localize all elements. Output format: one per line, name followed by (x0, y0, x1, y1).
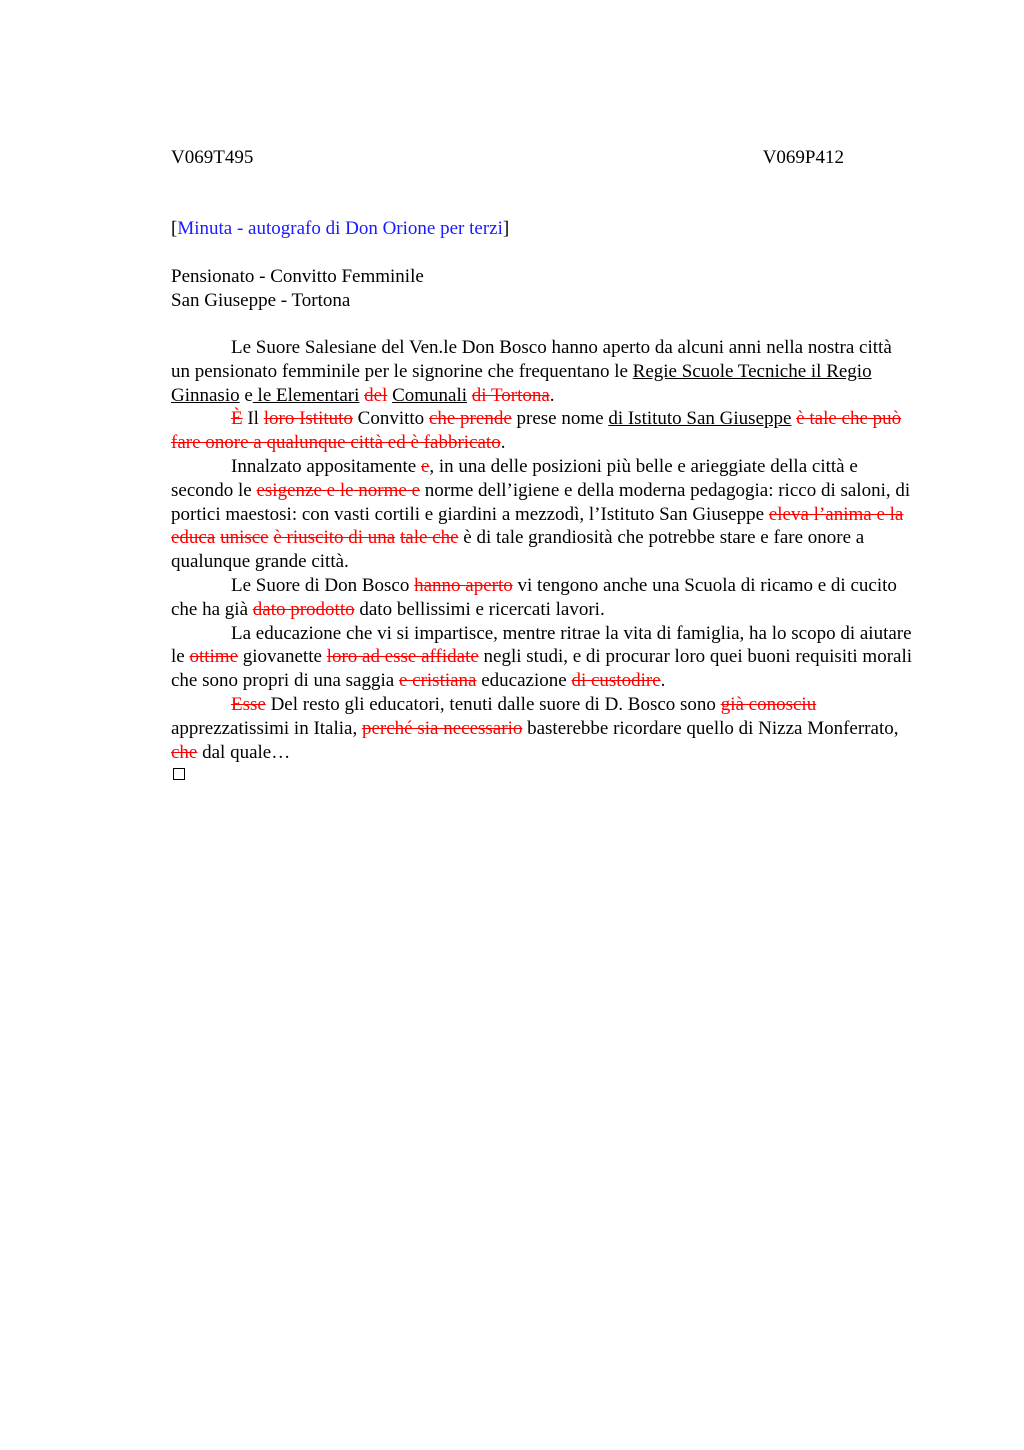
deleted-text: È (231, 408, 243, 430)
page-header (171, 146, 844, 170)
deleted-text: già conosciu (720, 693, 817, 715)
deleted-text: loro ad esse affidate (326, 646, 479, 668)
deleted-text: tale che (400, 527, 459, 549)
text-run: prese nome (511, 408, 609, 430)
checkbox-square-icon (173, 768, 185, 780)
underlined-text: di Istituto San Giuseppe (608, 408, 792, 430)
deleted-text: è tale che può fare onore a qualunque città ed è fabbricato (171, 408, 902, 454)
heading-line-2: San Giuseppe - Tortona (171, 290, 351, 311)
text-run: dato bellissimi e ricercati lavori. (354, 598, 605, 620)
underlined-text: Regie Scuole Tecniche il Regio Ginnasio (171, 360, 872, 406)
note-bracket-open: [ (171, 218, 178, 239)
deleted-text: Esse (231, 693, 266, 715)
text-run: educazione (476, 670, 572, 692)
deleted-text: del (364, 384, 388, 406)
document-code-right: V069P412 (762, 147, 844, 168)
paragraph (171, 407, 915, 455)
deleted-text: eleva l’anima e la educa (171, 503, 904, 549)
text-run: negli studi, e di procurar loro quei buoni requisiti morali che sono propri di una saggia (171, 646, 913, 692)
text-run: . (549, 384, 555, 406)
deleted-text: e cristiana (398, 670, 477, 692)
text-run: Innalzato appositamente (231, 455, 421, 477)
text-run: è di tale grandiosità che potrebbe stare e fare onore a qualunque grande città. (171, 527, 865, 573)
document-heading (171, 265, 424, 313)
deleted-text: e (420, 455, 430, 477)
text-run: vi tengono anche una Scuola di ricamo e di cucito che ha già (171, 574, 897, 620)
document-code-left: V069T495 (171, 147, 254, 168)
text-run: Convitto (352, 408, 429, 430)
paragraph (171, 693, 915, 764)
text-run: La educazione che vi si impartisce, mentre ritrae la vita di famiglia, ha lo scopo di aiutare le (171, 622, 912, 668)
paragraph (171, 455, 915, 574)
paragraph (171, 574, 915, 622)
deleted-text: hanno aperto (414, 574, 513, 596)
deleted-text: di custodire (571, 670, 661, 692)
note-text: Minuta - autografo di Don Orione per terzi (177, 218, 503, 239)
deleted-text: è riuscito di una (273, 527, 396, 549)
heading-line-1: Pensionato - Convitto Femminile (171, 266, 424, 287)
text-run: Le Suore di Don Bosco (231, 574, 415, 596)
text-run: e (239, 384, 253, 406)
text-run: dal quale… (197, 741, 291, 763)
document-body (171, 336, 915, 764)
text-run: apprezzatissimi in Italia, (171, 717, 362, 739)
text-run: , in una delle posizioni più belle e arieggiate della città e secondo le (171, 455, 858, 501)
deleted-text: unisce (220, 527, 269, 549)
deleted-text: loro Istituto (263, 408, 353, 430)
paragraph (171, 336, 915, 407)
paragraph (171, 622, 915, 693)
underlined-text: Comunali (392, 384, 468, 406)
underlined-text: le Elementari (252, 384, 360, 406)
deleted-text: dato prodotto (252, 598, 355, 620)
deleted-text: che prende (428, 408, 512, 430)
editorial-note (171, 217, 509, 241)
deleted-text: esigenze e le norme e (256, 479, 421, 501)
text-run: norme dell’igiene e della moderna pedagogia: ricco di saloni, di portici maestosi: con vasti cortili e giardini a mezzodì, l’Istituto San Giuseppe (171, 479, 911, 525)
text-run: . (660, 670, 666, 692)
deleted-text: che (171, 741, 198, 763)
text-run: giovanette (238, 646, 327, 668)
text-run: . (500, 432, 506, 454)
deleted-text: perché sia necessario (361, 717, 523, 739)
text-run: Il (242, 408, 264, 430)
text-run: Le Suore Salesiane del Ven.le Don Bosco hanno aperto da alcuni anni nella nostra città un pensionato femminile per le signorine che frequentano le (171, 337, 892, 382)
text-run: basterebbe ricordare quello di Nizza Monferrato, (522, 717, 899, 739)
deleted-text: di Tortona (471, 384, 550, 406)
deleted-text: ottime (189, 646, 239, 668)
text-run: Del resto gli educatori, tenuti dalle suore di D. Bosco sono (265, 693, 721, 715)
note-bracket-close: ] (502, 218, 510, 239)
